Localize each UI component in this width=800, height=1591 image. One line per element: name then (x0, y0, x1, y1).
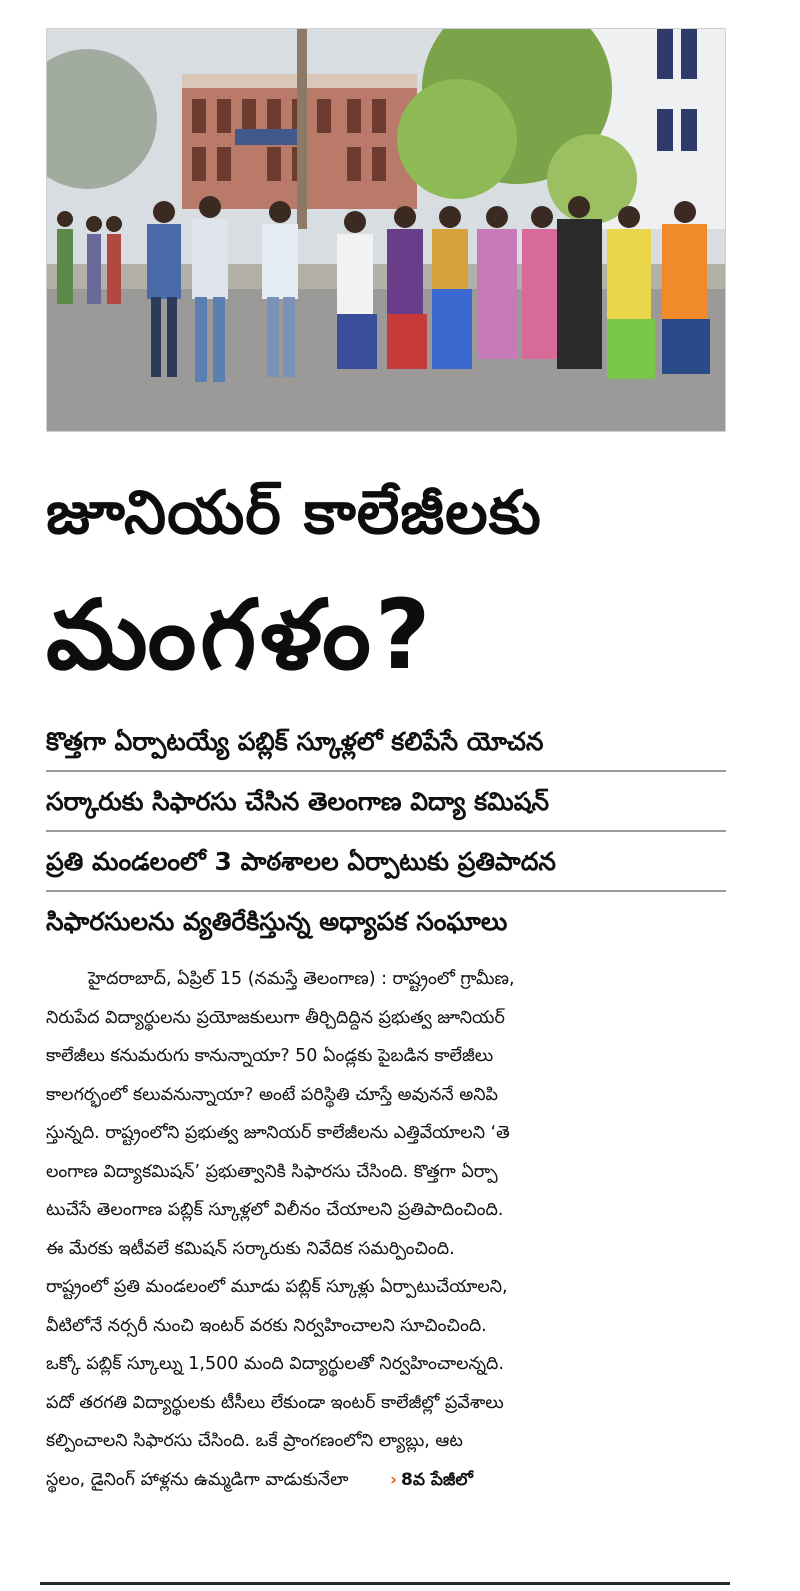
subdeck-line: సిఫారసులను వ్యతిరేకిస్తున్న అధ్యాపక సంఘాలు (46, 907, 508, 936)
article-body (46, 960, 726, 1499)
body-line-last (46, 1461, 726, 1500)
continued-on-page-link[interactable] (390, 1470, 473, 1490)
subdeck-line: ప్రతి మండలంలో 3 పాఠశాలల ఏర్పాటుకు ప్రతిపాదన (46, 832, 726, 892)
bottom-divider (40, 1582, 730, 1585)
subdeck-line: సర్కారుకు సిఫారసు చేసిన తెలంగాణ విద్యా కమిషన్ (46, 772, 726, 832)
subdeck (46, 712, 726, 952)
body-line: స్తున్నది. రాష్ట్రంలోని ప్రభుత్వ జూనియర్ కాలేజీలను ఎత్తివేయాలని ‘తె (46, 1123, 510, 1143)
body-line: హైదరాబాద్, ఏప్రిల్ 15 (నమస్తే తెలంగాణ) : రాష్ట్రంలో గ్రామీణ, (88, 969, 515, 989)
body-line: లంగాణ విద్యాకమిషన్’ ప్రభుత్వానికి సిఫారసు చేసింది. కొత్తగా ఏర్పా (46, 1161, 498, 1182)
body-line: వీటిలోనే నర్సరీ నుంచి ఇంటర్ వరకు నిర్వహించాలని సూచించింది. (46, 1315, 487, 1336)
continued-text: 8వ పేజీలో (400, 1469, 473, 1490)
body-line: కల్పించాలని సిఫారసు చేసింది. ఒకే ప్రాంగణంలోని ల్యాబ్లు, ఆట (46, 1431, 463, 1451)
body-line: టుచేసే తెలంగాణ పబ్లిక్ స్కూళ్లలో విలీనం చేయాలని ప్రతిపాదించింది. (46, 1200, 504, 1220)
headline-line-2: మంగళం? (46, 579, 435, 691)
body-line: ఒక్కో పబ్లిక్ స్కూల్ను 1,500 మంది విద్యార్థులతో నిర్వహించాలన్నది. (46, 1354, 504, 1374)
body-line: కాలేజీలు కనుమరుగు కానున్నాయా? 50 ఏండ్లకు పైబడిన కాలేజీలు (46, 1046, 494, 1066)
body-line-text: స్థలం, డైనింగ్ హాళ్లను ఉమ్మడిగా వాడుకునేలా (46, 1469, 349, 1490)
chevron-right-icon: › (389, 1469, 397, 1490)
subdeck-line: కొత్తగా ఏర్పాటయ్యే పబ్లిక్ స్కూళ్లలో కలిపేసే యోచన (46, 712, 726, 772)
body-line: కాలగర్భంలో కలువనున్నాయా? అంటే పరిస్థితి చూస్తే అవుననే అనిపి (46, 1084, 498, 1105)
body-line: ఈ మేరకు ఇటీవలే కమిషన్ సర్కారుకు నివేదిక సమర్పించింది. (46, 1238, 455, 1259)
body-line: నిరుపేద విద్యార్థులను ప్రయోజకులుగా తీర్చిదిద్దిన ప్రభుత్వ జూనియర్ (46, 1007, 505, 1028)
body-line: పదో తరగతి విద్యార్థులకు టీసీలు లేకుండా ఇంటర్ కాలేజీల్లో ప్రవేశాలు (46, 1392, 504, 1413)
news-photo (46, 28, 726, 432)
headline-line-1: జూనియర్ కాలేజీలకు (46, 478, 542, 548)
body-line: రాష్ట్రంలో ప్రతి మండలంలో మూడు పబ్లిక్ స్కూళ్లు ఏర్పాటుచేయాలని, (46, 1277, 508, 1297)
students-walking-photo-icon (47, 29, 726, 432)
